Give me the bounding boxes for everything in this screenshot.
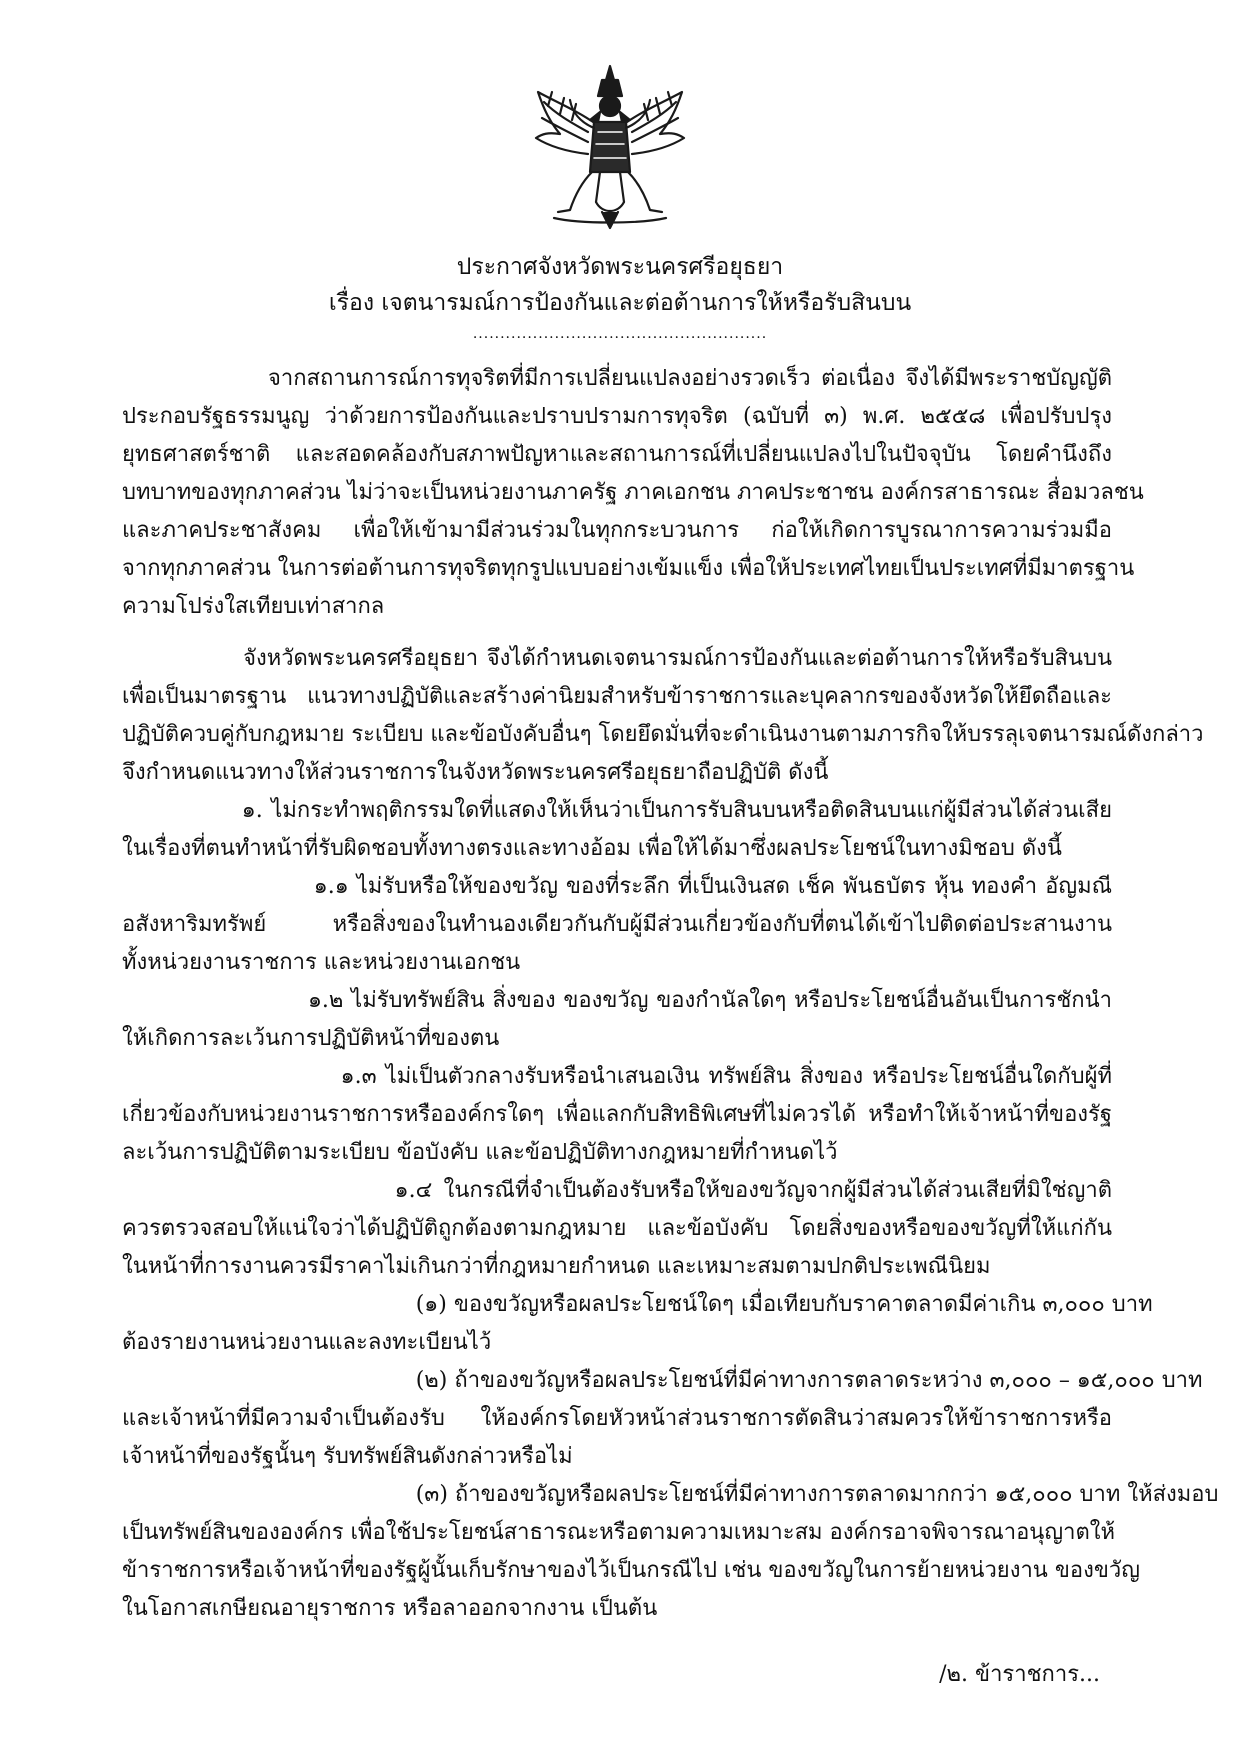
text-line: ๑.๒ ไม่รับทรัพย์สิน สิ่งของ ของขวัญ ของกำนัลใดๆ หรือประโยชน์อื่นอันเป็นการชักนำ — [122, 988, 1112, 1013]
text-line: ปฏิบัติควบคู่กับกฎหมาย ระเบียบ และข้อบังคับอื่นๆ โดยยึดมั่นที่จะดำเนินงานตามภารกิจให้บรรลุเจตนารมณ์ดังกล่าว — [122, 722, 1204, 747]
text-line: ละเว้นการปฏิบัติตามระเบียบ ข้อบังคับ และข้อปฏิบัติทางกฎหมายที่กำหนดไว้ — [122, 1140, 838, 1165]
text-line: ประกอบรัฐธรรมนูญ ว่าด้วยการป้องกันและปราบปรามการทุจริต (ฉบับที่ ๓) พ.ศ. ๒๕๕๘ เพื่อปรับปรุง — [122, 404, 1112, 429]
paragraph-guidelines — [122, 640, 1219, 1628]
text-line: ในหน้าที่การงานควรมีราคาไม่เกินกว่าที่กฎหมายกำหนด และเหมาะสมตามปกติประเพณีนิยม — [122, 1254, 991, 1279]
text-line: เป็นทรัพย์สินขององค์กร เพื่อใช้ประโยชน์สาธารณะหรือตามความเหมาะสม องค์กรอาจพิจารณาอนุญาตให้ — [122, 1520, 1115, 1545]
announcement-title: ประกาศจังหวัดพระนครศรีอยุธยา — [456, 254, 784, 280]
text-line: ในเรื่องที่ตนทำหน้าที่รับผิดชอบทั้งทางตรงและทางอ้อม เพื่อให้ได้มาซึ่งผลประโยชน์ในทางมิชอบ ดังนี้ — [122, 836, 1062, 861]
text-line: และเจ้าหน้าที่มีความจำเป็นต้องรับ ให้องค์กรโดยหัวหน้าส่วนราชการตัดสินว่าสมควรให้ข้าราชการหรือ — [122, 1406, 1112, 1431]
text-line: ๑.๑ ไม่รับหรือให้ของขวัญ ของที่ระลึก ที่เป็นเงินสด เช็ค พันธบัตร หุ้น ทองคำ อัญมณี — [122, 874, 1112, 899]
paragraph-background — [122, 360, 1144, 626]
title-divider: ...................................................... — [472, 326, 768, 342]
text-line: ๑.๓ ไม่เป็นตัวกลางรับหรือนำเสนอเงิน ทรัพย์สิน สิ่งของ หรือประโยชน์อื่นใดกับผู้ที่ — [122, 1064, 1112, 1089]
text-line: ในโอกาสเกษียณอายุราชการ หรือลาออกจากงาน เป็นต้น — [122, 1596, 658, 1621]
text-line: ต้องรายงานหน่วยงานและลงทะเบียนไว้ — [122, 1330, 492, 1355]
text-line: ข้าราชการหรือเจ้าหน้าที่ของรัฐผู้นั้นเก็บรักษาของไว้เป็นกรณีไป เช่น ของขวัญในการย้ายหน่วยงาน ของขวัญ — [122, 1558, 1140, 1583]
text-line: ให้เกิดการละเว้นการปฏิบัติหน้าที่ของตน — [122, 1026, 500, 1051]
text-line: (๑) ของขวัญหรือผลประโยชน์ใดๆ เมื่อเทียบกับราคาตลาดมีค่าเกิน ๓,๐๐๐ บาท — [122, 1292, 1153, 1317]
text-line: จากทุกภาคส่วน ในการต่อต้านการทุจริตทุกรูปแบบอย่างเข้มแข็ง เพื่อให้ประเทศไทยเป็นประเทศที่มีมาตรฐาน — [122, 556, 1135, 581]
text-line: จังหวัดพระนครศรีอยุธยา จึงได้กำหนดเจตนารมณ์การป้องกันและต่อต้านการให้หรือรับสินบน — [122, 646, 1112, 671]
text-line: อสังหาริมทรัพย์ หรือสิ่งของในทำนองเดียวกันกับผู้มีส่วนเกี่ยวข้องกับที่ตนได้เข้าไปติดต่อประสานงาน — [122, 912, 1112, 937]
text-line: (๒) ถ้าของขวัญหรือผลประโยชน์ที่มีค่าทางการตลาดระหว่าง ๓,๐๐๐ – ๑๕,๐๐๐ บาท — [122, 1368, 1203, 1393]
text-line: เกี่ยวข้องกับหน่วยงานราชการหรือองค์กรใดๆ เพื่อแลกกับสิทธิพิเศษที่ไม่ควรได้ หรือทำให้เจ้าหน้าที่ของรัฐ — [122, 1102, 1112, 1127]
text-line: ยุทธศาสตร์ชาติ และสอดคล้องกับสภาพปัญหาและสถานการณ์ที่เปลี่ยนแปลงไปในปัจจุบัน โดยคำนึงถึง — [122, 442, 1112, 467]
text-line: เจ้าหน้าที่ของรัฐนั้นๆ รับทรัพย์สินดังกล่าวหรือไม่ — [122, 1444, 573, 1469]
text-line: และภาคประชาสังคม เพื่อให้เข้ามามีส่วนร่วมในทุกกระบวนการ ก่อให้เกิดการบูรณาการความร่วมมือ — [122, 518, 1112, 543]
text-line: จึงกำหนดแนวทางให้ส่วนราชการในจังหวัดพระนครศรีอยุธยาถือปฏิบัติ ดังนี้ — [122, 760, 829, 785]
text-line: เพื่อเป็นมาตรฐาน แนวทางปฏิบัติและสร้างค่านิยมสำหรับข้าราชการและบุคลากรของจังหวัดให้ยึดถือและ — [122, 684, 1112, 709]
text-line: ๑. ไม่กระทำพฤติกรรมใดที่แสดงให้เห็นว่าเป็นการรับสินบนหรือติดสินบนแก่ผู้มีส่วนได้ส่วนเสีย — [122, 798, 1112, 823]
text-line: ควรตรวจสอบให้แน่ใจว่าได้ปฏิบัติถูกต้องตามกฎหมาย และข้อบังคับ โดยสิ่งของหรือของขวัญที่ให้แก่กัน — [122, 1216, 1112, 1241]
garuda-emblem-icon — [530, 62, 690, 232]
text-line: ความโปร่งใสเทียบเท่าสากล — [122, 594, 385, 619]
text-line: จากสถานการณ์การทุจริตที่มีการเปลี่ยนแปลงอย่างรวดเร็ว ต่อเนื่อง จึงได้มีพระราชบัญญัติ — [122, 366, 1112, 391]
announcement-subject: เรื่อง เจตนารมณ์การป้องกันและต่อต้านการให้หรือรับสินบน — [328, 290, 912, 316]
text-line: ๑.๔ ในกรณีที่จำเป็นต้องรับหรือให้ของขวัญจากผู้มีส่วนได้ส่วนเสียที่มิใช่ญาติ — [122, 1178, 1112, 1203]
next-page-indicator: /๒. ข้าราชการ... — [939, 1662, 1100, 1687]
text-line: บทบาทของทุกภาคส่วน ไม่ว่าจะเป็นหน่วยงานภาครัฐ ภาคเอกชน ภาคประชาชน องค์กรสาธารณะ สื่อมวลชน — [122, 480, 1144, 505]
text-line: ทั้งหน่วยงานราชการ และหน่วยงานเอกชน — [122, 950, 521, 975]
text-line: (๓) ถ้าของขวัญหรือผลประโยชน์ที่มีค่าทางการตลาดมากกว่า ๑๕,๐๐๐ บาท ให้ส่งมอบ — [122, 1482, 1219, 1507]
